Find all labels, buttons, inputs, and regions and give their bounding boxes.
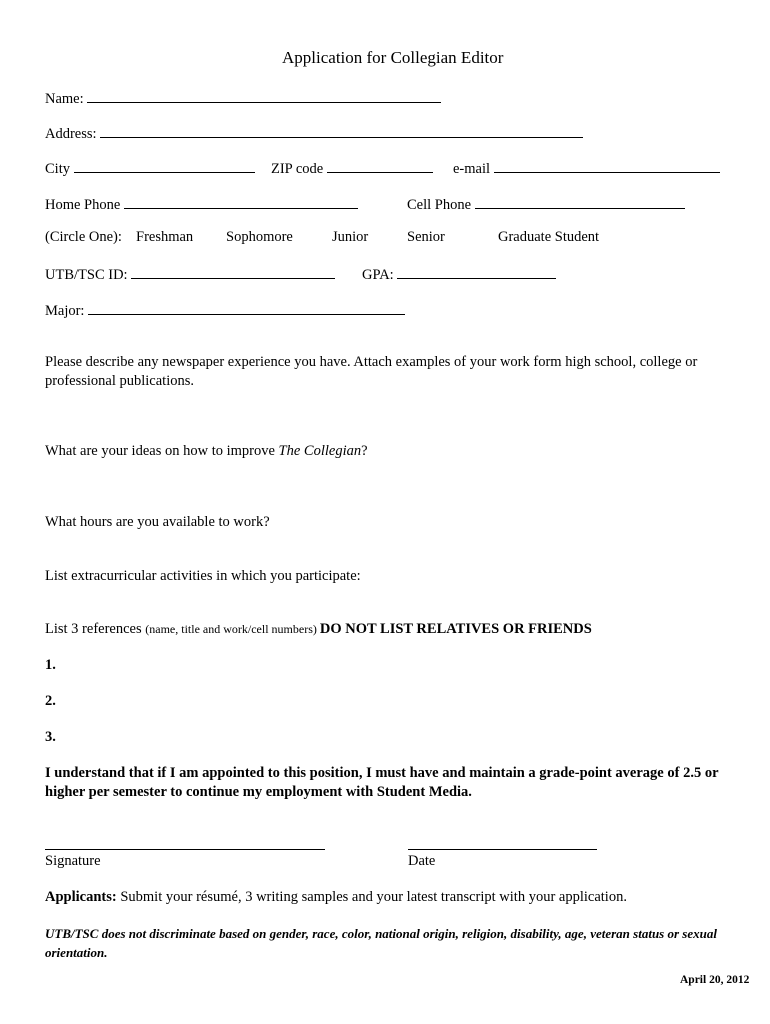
references-note: (name, title and work/cell numbers): [145, 622, 320, 636]
address-row: [45, 123, 583, 143]
name-field[interactable]: [87, 88, 441, 103]
major-row: [45, 300, 405, 320]
ideas-question: [45, 443, 368, 460]
ideas-question-suffix: ?: [361, 443, 368, 459]
option-junior[interactable]: Junior: [332, 229, 369, 245]
option-sophomore[interactable]: Sophomore: [226, 229, 293, 245]
major-field[interactable]: [88, 300, 405, 315]
cell-phone-field[interactable]: [475, 194, 685, 209]
home-phone-row: [45, 194, 358, 214]
cell-phone-row: [407, 194, 685, 214]
id-field[interactable]: [131, 264, 335, 279]
footer-date: April 20, 2012: [680, 974, 750, 986]
home-phone-label: Home Phone: [45, 197, 121, 213]
reference-1: 1.: [45, 657, 56, 673]
option-graduate-student[interactable]: Graduate Student: [498, 229, 600, 245]
collegian-title: The Collegian: [278, 443, 362, 459]
date-label: Date: [408, 853, 436, 869]
page-title: Application for Collegian Editor: [282, 48, 504, 67]
city-row: [45, 158, 255, 178]
name-label: Name:: [45, 91, 84, 107]
gpa-field[interactable]: [397, 264, 556, 279]
option-senior[interactable]: Senior: [407, 229, 445, 245]
references-heading: [45, 621, 592, 638]
zip-label: ZIP code: [271, 161, 324, 177]
applicants-instructions: [45, 889, 627, 906]
hours-question: What hours are you available to work?: [45, 514, 270, 530]
city-field[interactable]: [74, 158, 255, 173]
name-row: [45, 88, 441, 108]
major-label: Major:: [45, 303, 85, 319]
email-row: [453, 158, 720, 178]
references-prefix: List 3 references: [45, 621, 146, 637]
applicants-text: Submit your résumé, 3 writing samples and your latest transcript with your application.: [116, 889, 627, 905]
zip-row: [271, 158, 433, 178]
zip-field[interactable]: [327, 158, 433, 173]
city-label: City: [45, 161, 70, 177]
class-year-label: (Circle One):: [45, 229, 122, 245]
address-label: Address:: [45, 126, 97, 142]
address-field[interactable]: [100, 123, 583, 138]
option-freshman[interactable]: Freshman: [136, 229, 194, 245]
nondiscrimination-statement: UTB/TSC does not discriminate based on gender, race, color, national origin, religion, disability, age, veteran status or sexual orientation.: [45, 926, 717, 960]
id-label: UTB/TSC ID:: [45, 267, 128, 283]
email-field[interactable]: [494, 158, 720, 173]
cell-phone-label: Cell Phone: [407, 197, 472, 213]
signature-line[interactable]: [45, 835, 325, 850]
gpa-row: [362, 264, 556, 284]
experience-question: Please describe any newspaper experience you have. Attach examples of your work form high school, college or professional publications.: [45, 354, 698, 389]
reference-2: 2.: [45, 693, 56, 709]
email-label: e-mail: [453, 161, 491, 177]
reference-3: 3.: [45, 729, 56, 745]
home-phone-field[interactable]: [124, 194, 358, 209]
activities-question: List extracurricular activities in which you participate:: [45, 568, 361, 584]
signature-label: Signature: [45, 853, 101, 869]
gpa-statement: I understand that if I am appointed to this position, I must have and maintain a grade-point average of 2.5 or higher per semester to continue my employment with Student Media.: [45, 765, 719, 800]
gpa-label: GPA:: [362, 267, 394, 283]
date-line[interactable]: [408, 835, 597, 850]
ideas-question-prefix: What are your ideas on how to improve: [45, 443, 279, 459]
references-warning: DO NOT LIST RELATIVES OR FRIENDS: [319, 621, 592, 637]
id-row: [45, 264, 335, 284]
applicants-label: Applicants:: [45, 889, 117, 905]
